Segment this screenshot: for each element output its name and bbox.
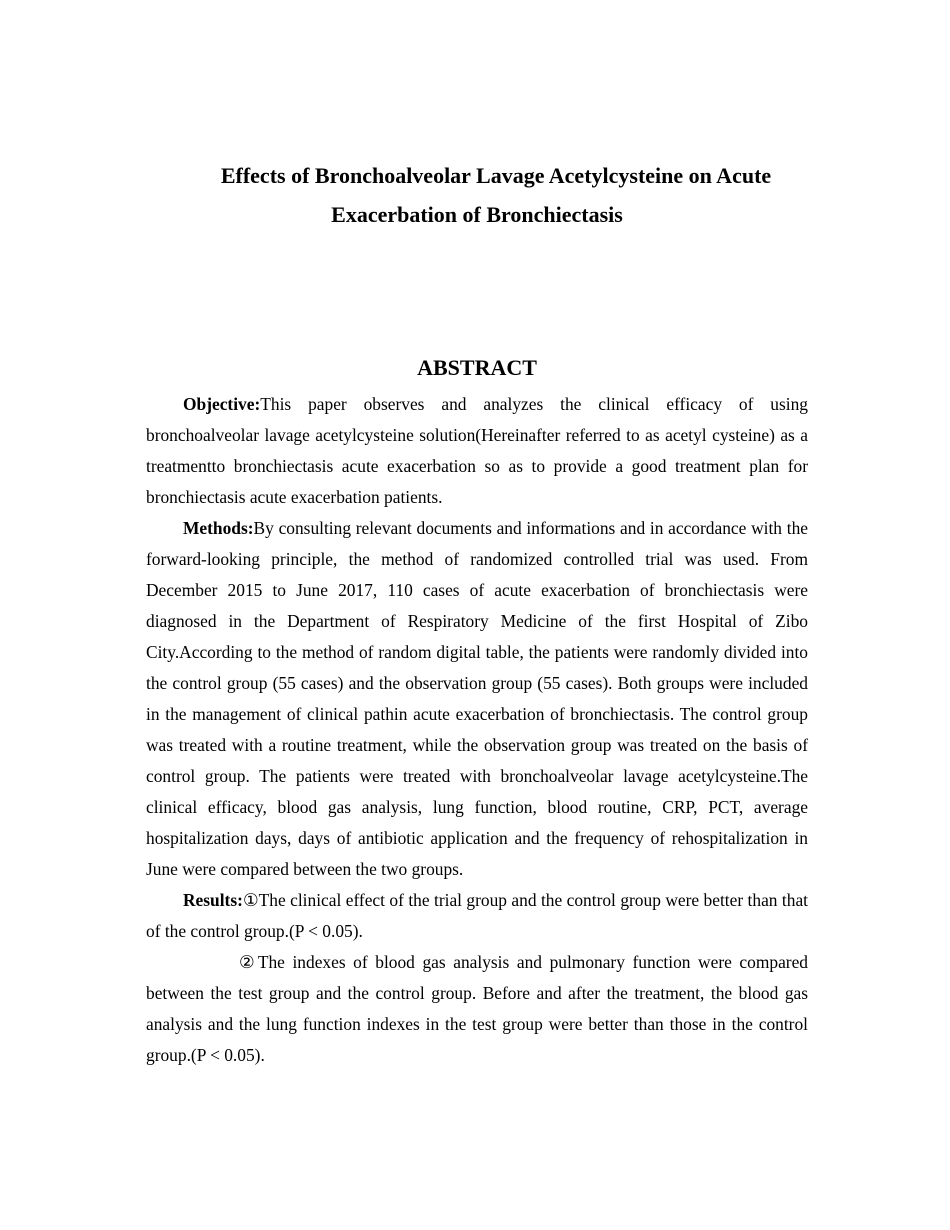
title-line-2: Exacerbation of Bronchiectasis <box>331 202 623 227</box>
objective-paragraph <box>146 389 808 513</box>
results-paragraph <box>146 885 808 947</box>
abstract-heading: ABSTRACT <box>417 355 537 380</box>
methods-text: By consulting relevant documents and informations and in accordance with the forward-looking principle, the method of randomized controlled trial was used. From December 2015 to June 2017, 110 cases of acute exacerbation of bronchiectasis were diagnosed in the Department of Respiratory Medicine of the first Hospital of Zibo City.According to the method of random digital table, the patients were randomly divided into the control group (55 cases) and the observation group (55 cases). Both groups were included in the management of clinical pathin acute exacerbation of bronchiectasis. The control group was treated with a routine treatment, while the observation group was treated on the basis of control group. The patients were treated with bronchoalveolar lavage acetylcysteine.The clinical efficacy, blood gas analysis, lung function, blood routine, CRP, PCT, average hospitalization days, days of antibiotic application and the frequency of rehospitalization in June were compared between the two groups. <box>146 518 808 879</box>
objective-label: Objective: <box>183 394 261 414</box>
abstract-body <box>146 389 808 1071</box>
results-text: ①The clinical effect of the trial group and the control group were better than that of the control group.(P < 0.05). <box>146 890 808 941</box>
methods-label: Methods: <box>183 518 254 538</box>
results-text-2: ②The indexes of blood gas analysis and pulmonary function were compared between the test group and the control group. Before and after the treatment, the blood gas analysis and the lung function indexes in the test group were better than those in the control group.(P < 0.05). <box>146 952 808 1065</box>
results-paragraph-2 <box>146 947 808 1071</box>
title-line-1: Effects of Bronchoalveolar Lavage Acetylcysteine on Acute <box>220 163 772 188</box>
paper-title <box>146 156 808 234</box>
results-label: Results: <box>183 890 243 910</box>
objective-text: This paper observes and analyzes the clinical efficacy of using bronchoalveolar lavage acetylcysteine solution(Hereinafter referred to as acetyl cysteine) as a treatmentto bronchiectasis acute exacerbation so as to provide a good treatment plan for bronchiectasis acute exacerbation patients. <box>146 394 808 507</box>
methods-paragraph <box>146 513 808 885</box>
